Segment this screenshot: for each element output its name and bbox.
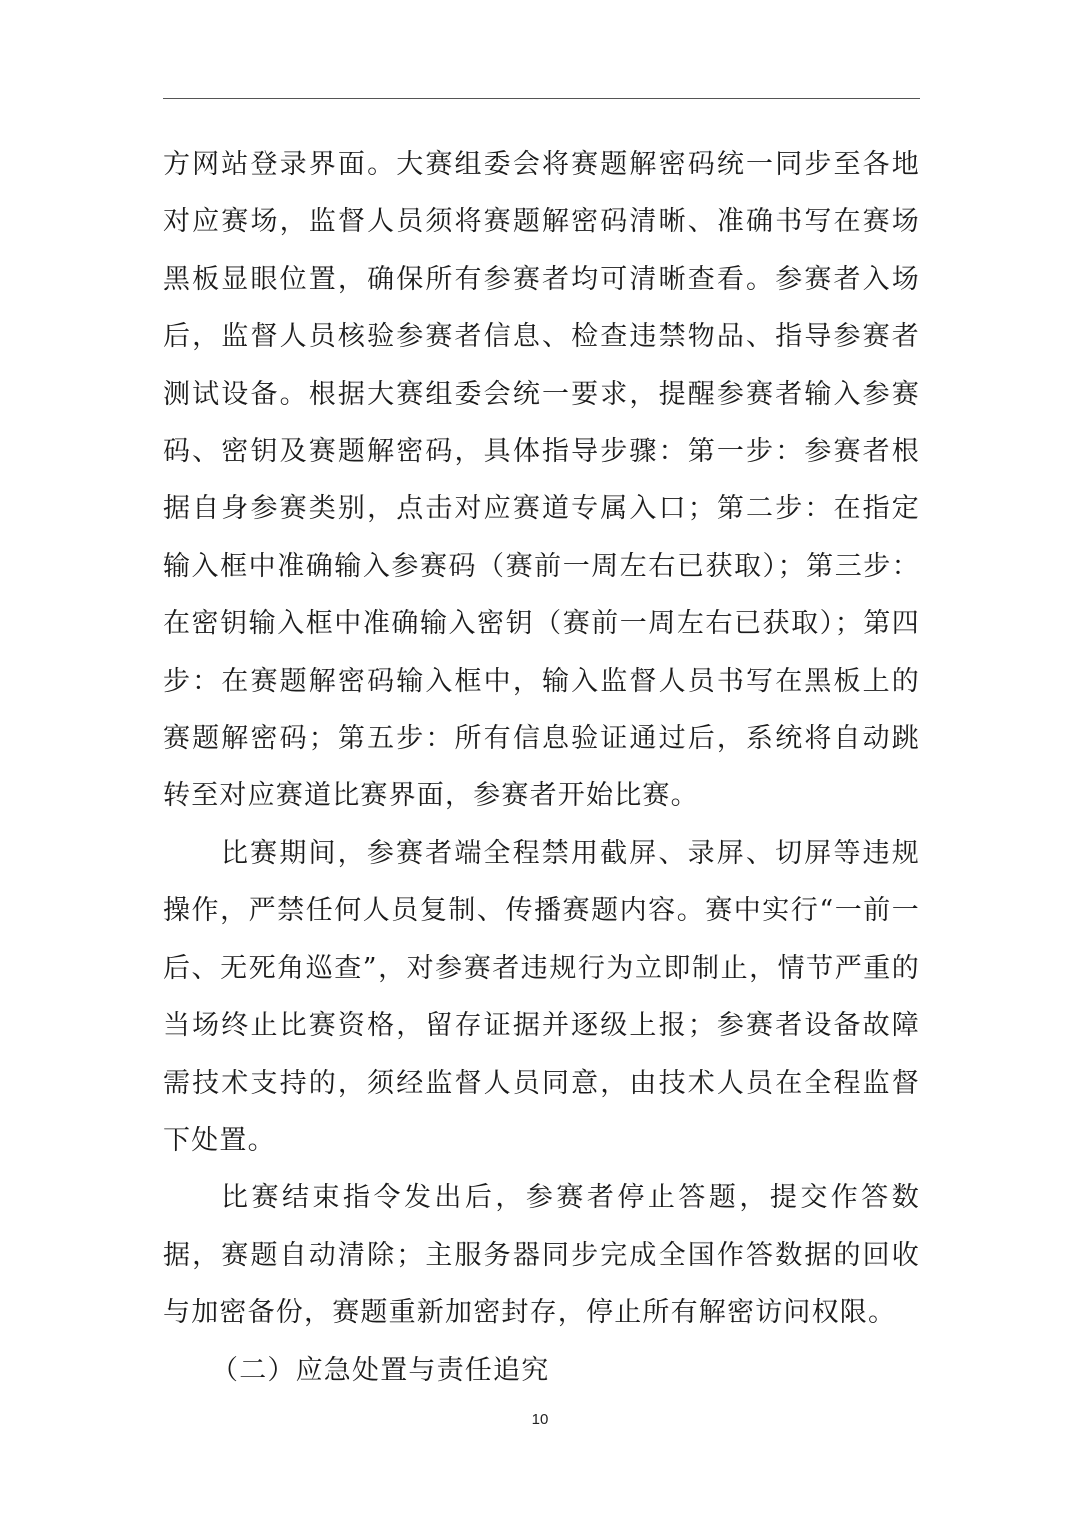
paragraph-continued: 方网站登录界面。大赛组委会将赛题解密码统一同步至各地对应赛场，监督人员须将赛题解密码清晰、准确书写在赛场黑板显眼位置，确保所有参赛者均可清晰查看。参赛者入场后，监督人员核验参赛者信息、检查违禁物品、指导参赛者测试设备。根据大赛组委会统一要求，提醒参赛者输入参赛码、密钥及赛题解密码，具体指导步骤：第一步：参赛者根据自身参赛类别，点击对应赛道专属入口；第二步：在指定输入框中准确输入参赛码（赛前一周左右已获取）；第三步：在密钥输入框中准确输入密钥（赛前一周左右已获取）；第四步：在赛题解密码输入框中，输入监督人员书写在黑板上的赛题解密码；第五步：所有信息验证通过后，系统将自动跳转至对应赛道比赛界面，参赛者开始比赛。 — [163, 149, 920, 812]
paragraph-competition-end: 比赛结束指令发出后，参赛者停止答题，提交作答数据，赛题自动清除；主服务器同步完成全国作答数据的回收与加密备份，赛题重新加密封存，停止所有解密访问权限。 — [163, 1182, 920, 1329]
section-heading: （二）应急处置与责任追究 — [211, 1354, 550, 1386]
document-body — [163, 136, 920, 1399]
page-number: 10 — [531, 1411, 549, 1428]
paragraph-competition-period: 比赛期间，参赛者端全程禁用截屏、录屏、切屏等违规操作，严禁任何人员复制、传播赛题内容。赛中实行“一前一后、无死角巡查”，对参赛者违规行为立即制止，情节严重的当场终止比赛资格，留存证据并逐级上报；参赛者设备故障需技术支持的，须经监督人员同意，由技术人员在全程监督下处置。 — [163, 837, 920, 1156]
header-rule — [163, 98, 920, 99]
